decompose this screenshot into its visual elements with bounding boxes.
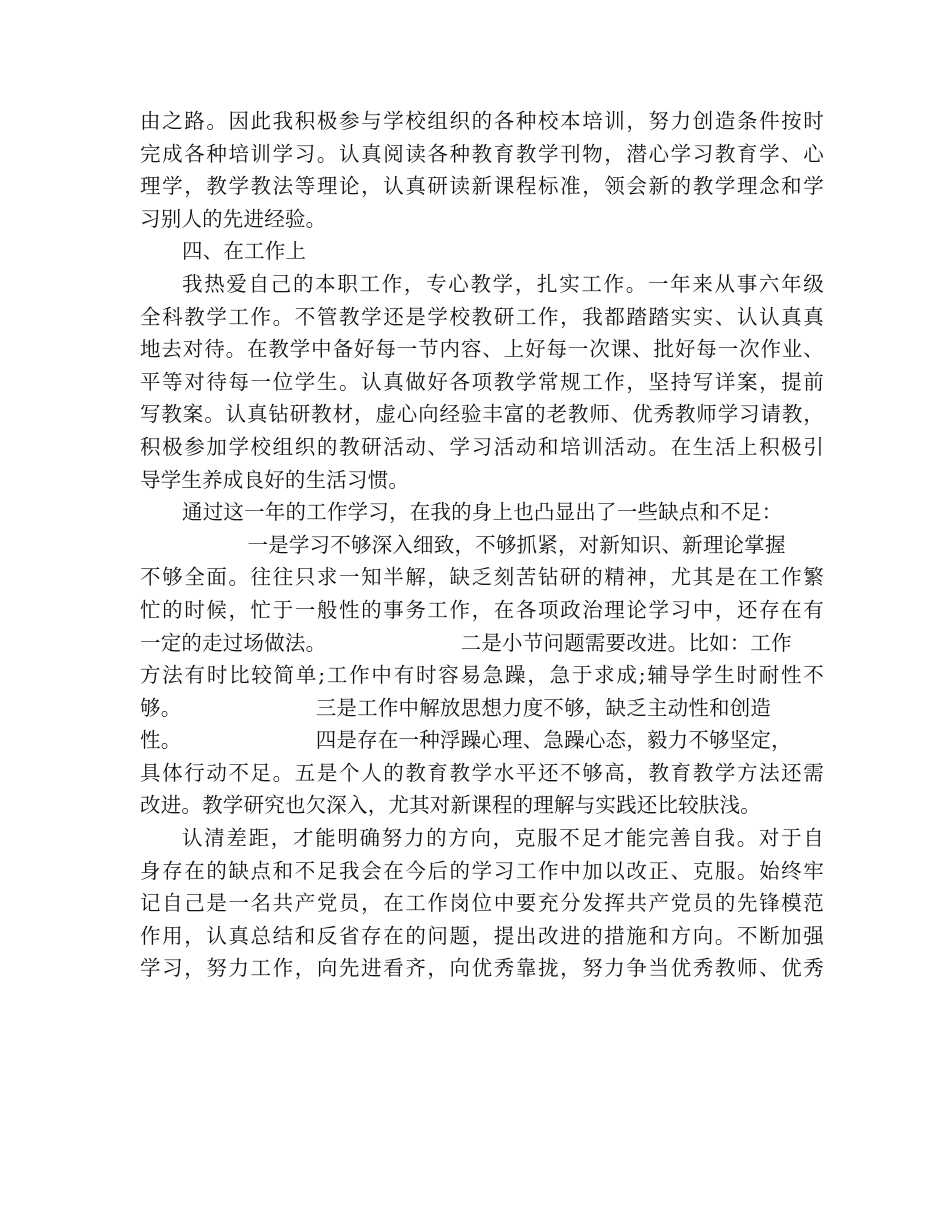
text-line: 积极参加学校组织的教研活动、学习活动和培训活动。在生活上积极引: [140, 434, 824, 459]
text-line: 写教案。认真钻研教材，虚心向经验丰富的老教师、优秀教师学习请教，: [140, 402, 824, 427]
text-line: 不够全面。往往只求一知半解，缺乏刻苦钻研的精神，尤其是在工作繁: [140, 565, 824, 590]
text-line: 性。 四是存在一种浮躁心理、急躁心态，毅力不够坚定，: [140, 728, 792, 753]
text-line: 作用，认真总结和反省存在的问题，提出改进的措施和方向。不断加强: [140, 923, 824, 948]
text-line: 我热爱自己的本职工作，专心教学，扎实工作。一年来从事六年级: [182, 271, 824, 296]
text-line: 理学，教学教法等理论，认真研读新课程标准，领会新的教学理念和学: [140, 174, 824, 199]
text-line: 导学生养成良好的生活习惯。: [140, 467, 410, 492]
text-line: 认清差距，才能明确努力的方向，克服不足才能完善自我。对于自: [182, 826, 824, 851]
text-line: 够。 三是工作中解放思想力度不够，缺乏主动性和创造: [140, 695, 772, 720]
text-line: 学习，努力工作，向先进看齐，向优秀靠拢，努力争当优秀教师、优秀: [140, 956, 824, 981]
section-heading: 四、在工作上: [182, 239, 307, 264]
text-line: 记自己是一名共产党员，在工作岗位中要充分发挥共产党员的先锋模范: [140, 891, 824, 916]
text-line: 平等对待每一位学生。认真做好各项教学常规工作，坚持写详案，提前: [140, 369, 824, 394]
text-line: 改进。教学研究也欠深入，尤其对新课程的理解与实践还比较肤浅。: [140, 793, 761, 818]
text-line: 忙的时候，忙于一般性的事务工作，在各项政治理论学习中，还存在有: [140, 597, 824, 622]
text-line: 具体行动不足。五是个人的教育教学水平还不够高，教育教学方法还需: [140, 760, 824, 785]
text-line: 由之路。因此我积极参与学校组织的各种校本培训，努力创造条件按时: [140, 109, 824, 133]
text-line: 方法有时比较简单;工作中有时容易急躁，急于求成;辅导学生时耐性不: [140, 663, 824, 688]
text-line: 通过这一年的工作学习，在我的身上也凸显出了一些缺点和不足：: [182, 500, 783, 525]
document-body: [140, 105, 824, 985]
text-line: 完成各种培训学习。认真阅读各种教育教学刊物，潜心学习教育学、心: [140, 141, 824, 166]
text-line: 习别人的先进经验。: [140, 206, 327, 231]
text-line: 一定的走过场做法。 二是小节问题需要改进。比如：工作: [140, 630, 792, 655]
text-line: 全科教学工作。不管教学还是学校教研工作，我都踏踏实实、认认真真: [140, 304, 824, 329]
text-line: 一是学习不够深入细致，不够抓紧，对新知识、新理论掌握: [140, 532, 786, 557]
text-line: 身存在的缺点和不足我会在今后的学习工作中加以改正、克服。始终牢: [140, 858, 824, 883]
text-line: 地去对待。在教学中备好每一节内容、上好每一次课、批好每一次作业、: [140, 337, 824, 362]
